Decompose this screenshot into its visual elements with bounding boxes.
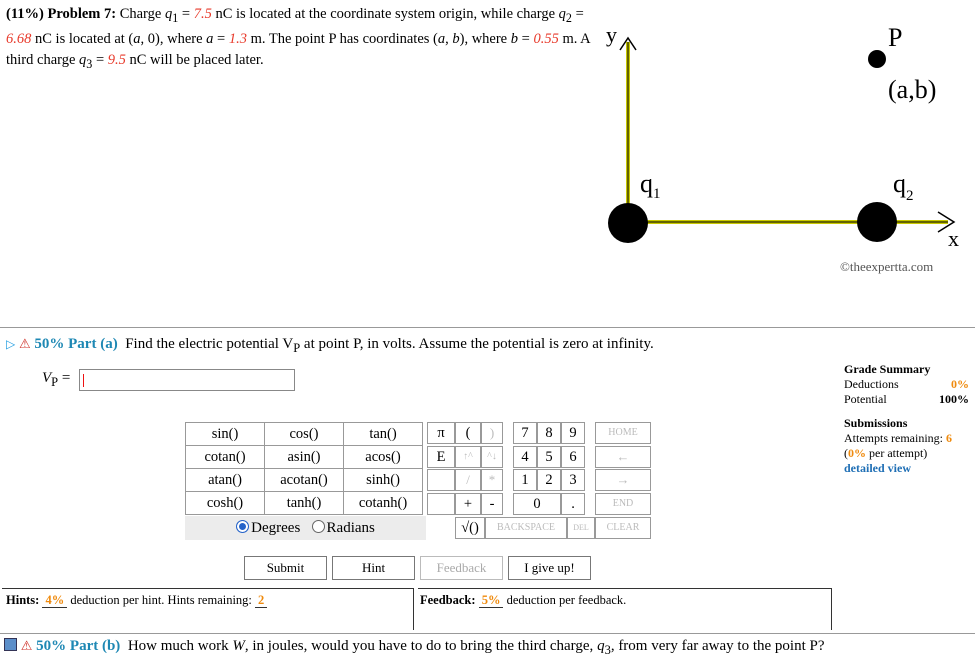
key-divide[interactable]: / — [455, 469, 481, 491]
key-5[interactable]: 5 — [537, 446, 561, 468]
text: = — [92, 51, 108, 68]
part-a-question-end: at point P, in volts. Assume the potential is zero at infinity. — [300, 336, 654, 352]
key-down[interactable]: ^↓ — [481, 446, 503, 468]
key-3[interactable]: 3 — [561, 469, 585, 491]
func-acotan[interactable]: acotan() — [265, 469, 344, 492]
deductions-value: 0% — [951, 377, 969, 391]
key-7[interactable]: 7 — [513, 422, 537, 444]
func-atan[interactable]: atan() — [186, 469, 265, 492]
text: = — [571, 6, 584, 22]
key-home[interactable]: HOME — [595, 422, 651, 444]
text: = — [58, 370, 71, 386]
symbol: a — [133, 30, 141, 47]
symbol: q — [597, 638, 605, 654]
point-p-label: P — [888, 23, 903, 52]
warning-icon: ⚠ — [18, 336, 31, 351]
text: = — [518, 30, 534, 47]
text: ), where — [459, 30, 511, 47]
potential-value: 100% — [939, 392, 969, 406]
q1-label: q — [640, 169, 653, 198]
symbol: q — [558, 6, 566, 22]
part-a-percent: 50% Part (a) — [34, 336, 118, 352]
hint-button[interactable]: Hint — [332, 556, 415, 580]
attempts-label: Attempts remaining: — [844, 431, 946, 445]
hint-deduction: 4% — [42, 593, 67, 608]
key-4[interactable]: 4 — [513, 446, 537, 468]
subscript: P — [51, 375, 59, 389]
key-plus[interactable]: + — [455, 493, 481, 515]
give-up-button[interactable]: I give up! — [508, 556, 591, 580]
degrees-label: Degrees — [251, 520, 301, 536]
feedback-panel — [418, 588, 832, 630]
symbol: q — [79, 51, 87, 68]
problem-statement — [6, 4, 596, 75]
part-b-header — [4, 638, 825, 658]
key-up[interactable]: ↑^ — [455, 446, 481, 468]
y-axis-label: y — [606, 22, 617, 47]
degrees-radio[interactable] — [236, 520, 249, 533]
point-p — [868, 50, 886, 68]
func-sinh[interactable]: sinh() — [344, 469, 423, 492]
key-6[interactable]: 6 — [561, 446, 585, 468]
subscript: 2 — [565, 10, 572, 25]
part-a-header — [6, 336, 654, 356]
text: = — [213, 30, 229, 47]
text: m. A third charge — [6, 30, 590, 68]
divider — [0, 633, 975, 634]
key-1[interactable]: 1 — [513, 469, 537, 491]
key-2[interactable]: 2 — [537, 469, 561, 491]
symbol: W — [232, 638, 245, 654]
func-cosh[interactable]: cosh() — [186, 492, 265, 515]
charge-q1 — [608, 203, 648, 243]
detailed-view-link[interactable]: detailed view — [844, 461, 911, 475]
func-cos[interactable]: cos() — [265, 423, 344, 446]
symbol: q — [164, 6, 173, 22]
func-cotanh[interactable]: cotanh() — [344, 492, 423, 515]
part-b-percent: 50% Part (b) — [36, 638, 121, 654]
func-acos[interactable]: acos() — [344, 446, 423, 469]
key-rparen[interactable]: ) — [481, 422, 503, 444]
func-sin[interactable]: sin() — [186, 423, 265, 446]
q2-label: q — [893, 169, 906, 198]
key-9[interactable]: 9 — [561, 422, 585, 444]
key-backspace[interactable]: BACKSPACE — [485, 517, 567, 539]
key-minus[interactable]: - — [481, 493, 503, 515]
symbol: b — [452, 30, 460, 47]
subscript: 3 — [86, 56, 93, 71]
part-b-question: How much work — [127, 638, 233, 654]
per-attempt-value: 0% — [848, 446, 866, 460]
func-tanh[interactable]: tanh() — [265, 492, 344, 515]
text: nC is located at ( — [31, 30, 134, 47]
watermark: ©theexpertta.com — [840, 259, 934, 274]
answer-label — [42, 370, 70, 390]
function-keys — [185, 422, 423, 515]
func-tan[interactable]: tan() — [344, 423, 423, 446]
subscript: 3 — [604, 643, 611, 657]
text: , — [445, 30, 453, 47]
key-clear[interactable]: CLEAR — [595, 517, 651, 539]
x-axis-label: x — [948, 226, 959, 251]
feedback-text: deduction per feedback. — [503, 593, 627, 607]
radians-radio[interactable] — [312, 520, 325, 533]
attempts-value: 6 — [945, 431, 952, 445]
key-blank — [427, 469, 455, 491]
symbol: b — [510, 30, 518, 47]
hints-remaining: 2 — [255, 593, 267, 608]
warning-icon: ⚠ — [20, 638, 33, 653]
text: = — [178, 6, 194, 22]
submit-button[interactable]: Submit — [244, 556, 327, 580]
text: nC is located at the coordinate system origin, while charge — [211, 6, 559, 22]
symbol: a — [206, 30, 214, 47]
a-value: 1.3 — [228, 30, 247, 47]
subscript: 1 — [172, 10, 179, 25]
key-del[interactable]: DEL — [567, 517, 595, 539]
radians-label: Radians — [326, 520, 375, 536]
key-left-arrow-icon[interactable]: ← — [595, 446, 651, 468]
angle-mode — [185, 516, 426, 540]
text: , from very far away to the point P? — [610, 638, 825, 654]
point-p-coords: (a,b) — [888, 75, 937, 104]
func-asin[interactable]: asin() — [265, 446, 344, 469]
b-value: 0.55 — [533, 30, 559, 47]
key-sqrt[interactable]: √() — [455, 517, 485, 539]
problem-number: (11%) Problem 7: — [6, 6, 117, 22]
hints-text: deduction per hint. Hints remaining: — [67, 593, 256, 607]
collapse-square-icon[interactable] — [4, 638, 17, 651]
potential-label: Potential — [844, 392, 887, 406]
symbol: V — [42, 370, 52, 386]
feedback-button[interactable]: Feedback — [420, 556, 503, 580]
subscript: P — [293, 341, 301, 355]
q3-value: 9.5 — [107, 51, 126, 68]
expand-triangle-icon[interactable]: ▷ — [6, 337, 16, 351]
key-8[interactable]: 8 — [537, 422, 561, 444]
charge-q2 — [857, 202, 897, 242]
key-multiply[interactable]: * — [481, 469, 503, 491]
q1-value: 7.5 — [193, 6, 212, 22]
text: nC will be placed later. — [125, 51, 264, 68]
key-end[interactable]: END — [595, 493, 651, 515]
answer-input[interactable] — [79, 369, 295, 391]
text-cursor — [83, 374, 84, 387]
part-a-question: Find the electric potential V — [125, 336, 294, 352]
feedback-deduction: 5% — [479, 593, 504, 608]
key-blank — [427, 493, 455, 515]
symbol: a — [437, 30, 446, 47]
hints-label: Hints: — [6, 593, 40, 607]
key-e[interactable]: E — [427, 446, 455, 468]
feedback-label: Feedback: — [420, 593, 476, 607]
key-right-arrow-icon[interactable]: → — [595, 469, 651, 491]
key-0[interactable]: 0 — [513, 493, 561, 515]
hints-panel — [2, 588, 414, 630]
text: Charge — [119, 6, 165, 22]
q2-subscript: 2 — [906, 188, 914, 204]
text: ( — [844, 446, 848, 460]
key-pi[interactable]: π — [427, 422, 455, 444]
submissions-title: Submissions — [844, 416, 908, 430]
grade-summary — [844, 362, 969, 476]
text: , in joules, would you have to do to bring the third charge, — [244, 638, 598, 654]
key-lparen[interactable]: ( — [455, 422, 481, 444]
q2-value: 6.68 — [6, 30, 32, 47]
q1-subscript: 1 — [653, 186, 661, 202]
charge-diagram — [598, 14, 975, 284]
divider — [0, 327, 975, 328]
text: m. The point P has coordinates ( — [246, 30, 438, 47]
text: per attempt) — [866, 446, 928, 460]
func-cotan[interactable]: cotan() — [186, 446, 265, 469]
key-dot[interactable]: . — [561, 493, 585, 515]
deductions-label: Deductions — [844, 377, 899, 391]
text: , 0), where — [140, 30, 207, 47]
grade-summary-title: Grade Summary — [844, 362, 931, 376]
